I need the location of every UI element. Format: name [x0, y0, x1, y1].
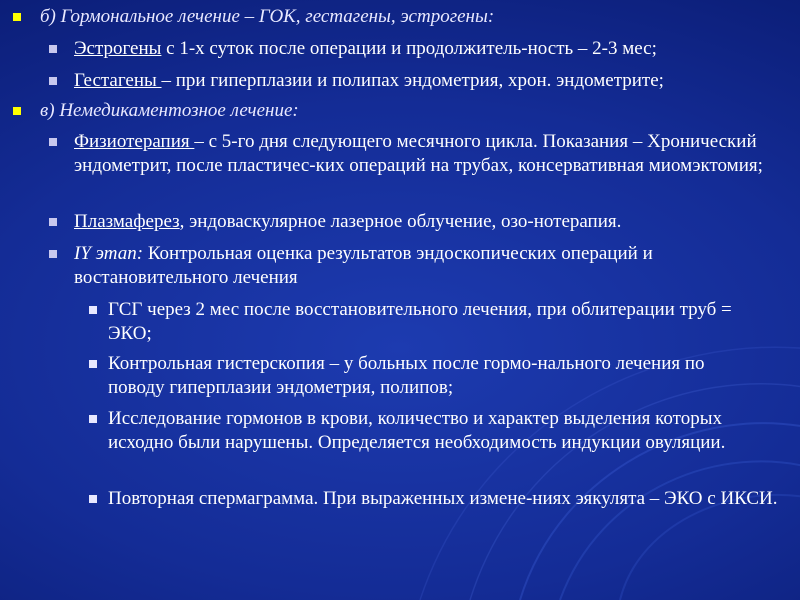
- item-lead: Эстрогены: [74, 38, 162, 59]
- square-bullet-icon: [89, 415, 97, 423]
- item-text: , эндоваскулярное лазерное облучение, озо-нотерапия.: [179, 211, 622, 232]
- item-text: Контрольная гистерскопия – у больных после гормо-нального лечения по поводу гиперплазии эндометрия, полипов;: [108, 353, 705, 398]
- item-text: – при гиперплазии и полипах эндометрия, хрон. эндометрите;: [161, 70, 664, 91]
- item-text: б) Гормональное лечение – ГОК, гестагены, эстрогены:: [40, 6, 495, 27]
- item-lead: Плазмаферез: [74, 211, 180, 232]
- square-bullet-icon: [49, 250, 57, 258]
- list-item-stage-four: [74, 242, 780, 290]
- square-bullet-icon: [13, 13, 21, 21]
- list-item-gestagens: [74, 69, 790, 93]
- list-item-control-hysteroscopy: [108, 352, 748, 400]
- square-bullet-icon: [49, 45, 57, 53]
- item-lead: IY этап:: [74, 243, 144, 264]
- list-item-non-drug-treatment: [40, 99, 780, 123]
- list-item-hsg: [108, 298, 748, 346]
- square-bullet-icon: [89, 360, 97, 368]
- list-item-hormonal-treatment: [40, 5, 780, 29]
- square-bullet-icon: [49, 218, 57, 226]
- square-bullet-icon: [89, 306, 97, 314]
- list-item-physiotherapy: [74, 130, 780, 178]
- square-bullet-icon: [13, 107, 21, 115]
- item-text: Контрольная оценка результатов эндоскопических операций и востановительного лечения: [74, 243, 653, 288]
- list-item-hormone-tests: [108, 407, 768, 455]
- item-text: – с 5-го дня следующего месячного цикла. Показания – Хронический эндометрит, после пластичес-ких операций на трубах, консервативная миомэктомия;: [74, 131, 763, 176]
- square-bullet-icon: [89, 495, 97, 503]
- item-text: Повторная спермаграмма. При выраженных измене-ниях эякулята – ЭКО с ИКСИ.: [108, 488, 778, 509]
- list-item-plasmapheresis: [74, 210, 780, 234]
- item-lead: Физиотерапия: [74, 131, 195, 152]
- item-text: в) Немедикаментозное лечение:: [40, 100, 299, 121]
- item-text: ГСГ через 2 мес после восстановительного лечения, при облитерации труб = ЭКО;: [108, 299, 732, 344]
- item-text: Исследование гормонов в крови, количество и характер выделения которых исходно были нарушены. Определяется необходимость индукции овуляции.: [108, 408, 726, 453]
- list-item-spermogram: [108, 487, 788, 511]
- list-item-estrogens: [74, 37, 780, 61]
- square-bullet-icon: [49, 77, 57, 85]
- square-bullet-icon: [49, 138, 57, 146]
- item-lead: Гестагены: [74, 70, 162, 91]
- item-text: с 1-х суток после операции и продолжитель-ность – 2-3 мес;: [161, 38, 657, 59]
